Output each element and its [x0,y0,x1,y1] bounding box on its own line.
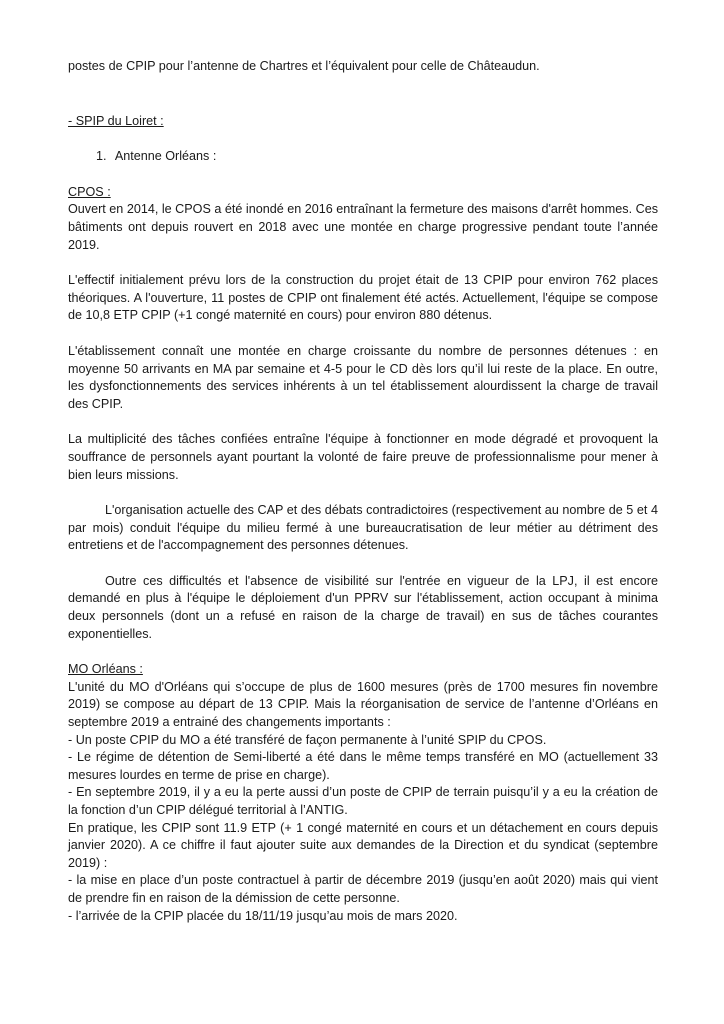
spacer [68,166,658,184]
cpos-paragraph-2: L'effectif initialement prévu lors de la construction du projet était de 13 CPIP pour environ 762 places théoriques. A l'ouverture, 11 postes de CPIP ont finalement été actés. Actuellement, l'équipe se compose de 10,8 ETP CPIP (+1 congé maternité en cours) pour environ 880 détenus. [68,273,658,323]
spacer [68,555,658,573]
mo-bullet-4: - la mise en place d’un poste contractuel à partir de décembre 2019 (jusqu’en août 2020) mais qui vient de prendre fin en raison de la démission de cette personne. [68,873,658,905]
spacer [68,254,658,272]
cpos-paragraph-5: L'organisation actuelle des CAP et des débats contradictoires (respectivement au nombre de 5 et 4 par mois) conduit l'équipe du milieu fermé à une bureaucratisation de leur métier au détriment des entretiens et de l'accompagnement des personnes détenues. [68,503,658,553]
section-heading-spip-loiret: - SPIP du Loiret : [68,113,164,128]
document-page [68,58,658,925]
mo-bullet-3: - En septembre 2019, il y a eu la perte aussi d’un poste de CPIP de terrain puisqu’il y a eu la création de la fonction d’un CPIP délégué territorial à l’ANTIG. [68,785,658,817]
spacer [68,484,658,502]
cpos-paragraph-3: L'établissement connaît une montée en charge croissante du nombre de personnes détenues : en moyenne 50 arrivants en MA par semaine et 4-5 pour le CD dès lors qu’il lui reste de la place. En outre, les dysfonctionnements des services inhérents à un tel établissement alourdissent la charge de travail des CPIP. [68,343,658,411]
subsection-heading-cpos: CPOS : [68,184,111,199]
spacer [68,76,658,113]
mo-bullet-1: - Un poste CPIP du MO a été transféré de façon permanente à l’unité SPIP du CPOS. [68,732,547,747]
spacer [68,130,658,148]
cpos-paragraph-4: La multiplicité des tâches confiées entraîne l'équipe à fonctionner en mode dégradé et provoquent la souffrance de personnels ayant pourtant la volonté de faire preuve de professionnalisme pour mener à bien leurs missions. [68,432,658,482]
list-number: 1. [96,149,107,164]
spacer [68,325,658,343]
cpos-paragraph-1: Ouvert en 2014, le CPOS a été inondé en 2016 entraînant la fermeture des maisons d'arrêt hommes. Ces bâtiments ont depuis rouvert en 2018 avec une montée en charge progressive pendant toute l’année 2019. [68,202,658,252]
cpos-paragraph-6: Outre ces difficultés et l'absence de visibilité sur l'entrée en vigueur de la LPJ, il est encore demandé en plus à l'équipe le déploiement d'un PPRV sur l'établissement, action occupant à minima deux personnels (dont un a refusé en raison de la charge de travail) en sus de tâches courantes exponentielles. [68,573,658,641]
subsection-heading-mo-orleans: MO Orléans : [68,662,143,677]
mo-paragraph-2: En pratique, les CPIP sont 11.9 ETP (+ 1 congé maternité en cours et un détachement en cours depuis janvier 2020). A ce chiffre il faut ajouter suite aux demandes de la Direction et du syndicat (septembre 2019) : [68,820,658,870]
spacer [68,643,658,661]
mo-bullet-2: - Le régime de détention de Semi-liberté a été dans le même temps transféré en MO (actuellement 33 mesures lourdes en terme de prise en charge). [68,750,658,782]
mo-paragraph-1: L'unité du MO d'Orléans qui s’occupe de plus de 1600 mesures (près de 1700 mesures fin novembre 2019) se compose au départ de 13 CPIP. Mais la réorganisation de service de l’antenne d’Orléans en septembre 2019 a entrainé des changements importants : [68,679,658,730]
numbered-list-item [68,148,658,166]
spacer [68,413,658,431]
intro-line: postes de CPIP pour l’antenne de Chartres et l’équivalent pour celle de Châteaudun. [68,59,540,73]
mo-bullet-5: - l’arrivée de la CPIP placée du 18/11/19 jusqu’au mois de mars 2020. [68,908,458,923]
list-item-label: Antenne Orléans : [114,149,217,164]
